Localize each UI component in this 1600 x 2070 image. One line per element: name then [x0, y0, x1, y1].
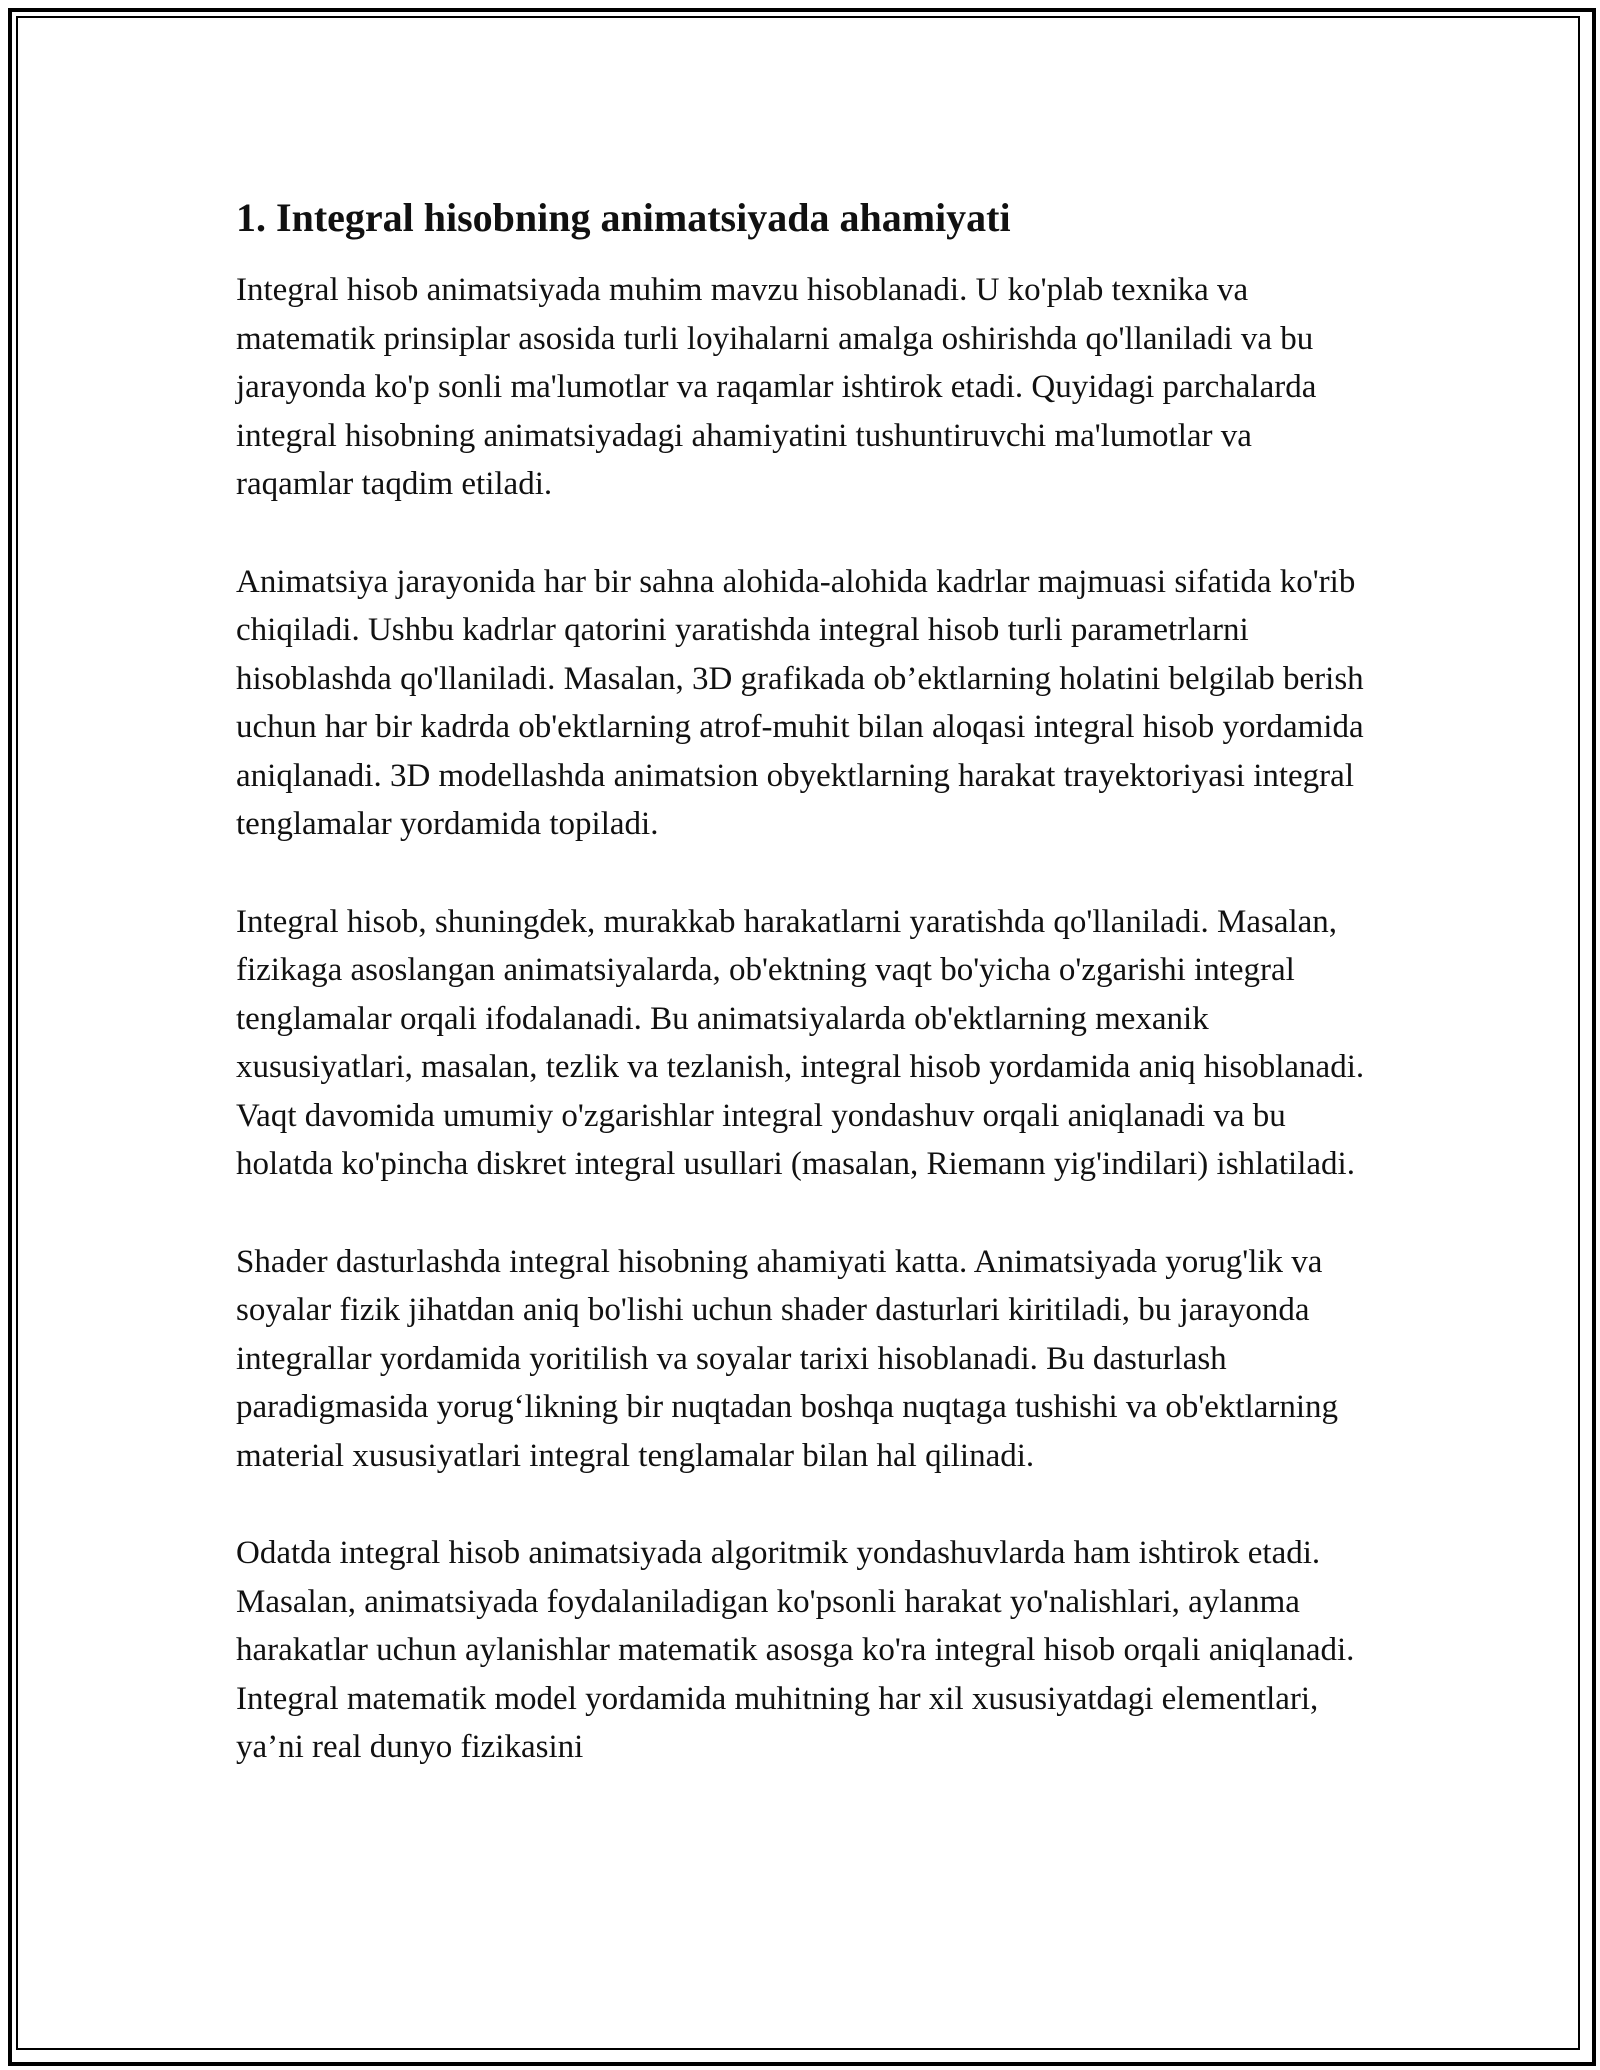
- paragraph-animation-process: Animatsiya jarayonida har bir sahna alohida-alohida kadrlar majmuasi sifatida ko'rib chiqiladi. Ushbu kadrlar qatorini yaratishda integral hisob turli parametrlarni hisoblashda qo'llaniladi. Masalan, 3D grafikada ob’ektlarning holatini belgilab berish uchun har bir kadrda ob'ektlarning atrof-muhit bilan aloqasi integral hisob yordamida aniqlanadi. 3D modellashda animatsion obyektlarning harakat trayektoriyasi integral tenglamalar yordamida topiladi.: [236, 563, 1364, 842]
- paragraph-intro: Integral hisob animatsiyada muhim mavzu hisoblanadi. U ko'plab texnika va matematik prinsiplar asosida turli loyihalarni amalga oshirishda qo'llaniladi va bu jarayonda ko'p sonli ma'lumotlar va raqamlar ishtirok etadi. Quyidagi parchalarda integral hisobning animatsiyadagi ahamiyatini tushuntiruvchi ma'lumotlar va raqamlar taqdim etiladi.: [236, 272, 1317, 502]
- paragraph-shader-programming: Shader dasturlashda integral hisobning ahamiyati katta. Animatsiyada yorug'lik va soyalar fizik jihatdan aniq bo'lishi uchun shader dasturlari kiritiladi, bu jarayonda integrallar yordamida yoritilish va soyalar tarixi hisoblanadi. Bu dasturlash paradigmasida yorug‘likning bir nuqtadan boshqa nuqtaga tushishi va ob'ektlarning material xususiyatlari integral tenglamalar bilan hal qilinadi.: [236, 1243, 1339, 1474]
- paragraph-complex-motion: Integral hisob, shuningdek, murakkab harakatlarni yaratishda qo'llaniladi. Masalan, fizikaga asoslangan animatsiyalarda, ob'ektning vaqt bo'yicha o'zgarishi integral tenglamalar orqali ifodalanadi. Bu animatsiyalarda ob'ektlarning mexanik xususiyatlari, masalan, tezlik va tezlanish, integral hisob yordamida aniq hisoblanadi. Vaqt davomida umumiy o'zgarishlar integral yondashuv orqali aniqlanadi va bu holatda ko'pincha diskret integral usullari (masalan, Riemann yig'indilari) ishlatiladi.: [236, 903, 1365, 1182]
- section-heading: 1. Integral hisobning animatsiyada ahamiyati: [236, 195, 1011, 240]
- paragraph-algorithmic-approaches: Odatda integral hisob animatsiyada algoritmik yondashuvlarda ham ishtirok etadi. Masalan, animatsiyada foydalaniladigan ko'psonli harakat yo'nalishlari, aylanma harakatlar uchun aylanishlar matematik asosga ko'ra integral hisob orqali aniqlanadi. Integral matematik model yordamida muhitning har xil xususiyatdagi elementlari, ya’ni real dunyo fizikasini: [236, 1535, 1355, 1765]
- document-body: [236, 180, 1376, 1821]
